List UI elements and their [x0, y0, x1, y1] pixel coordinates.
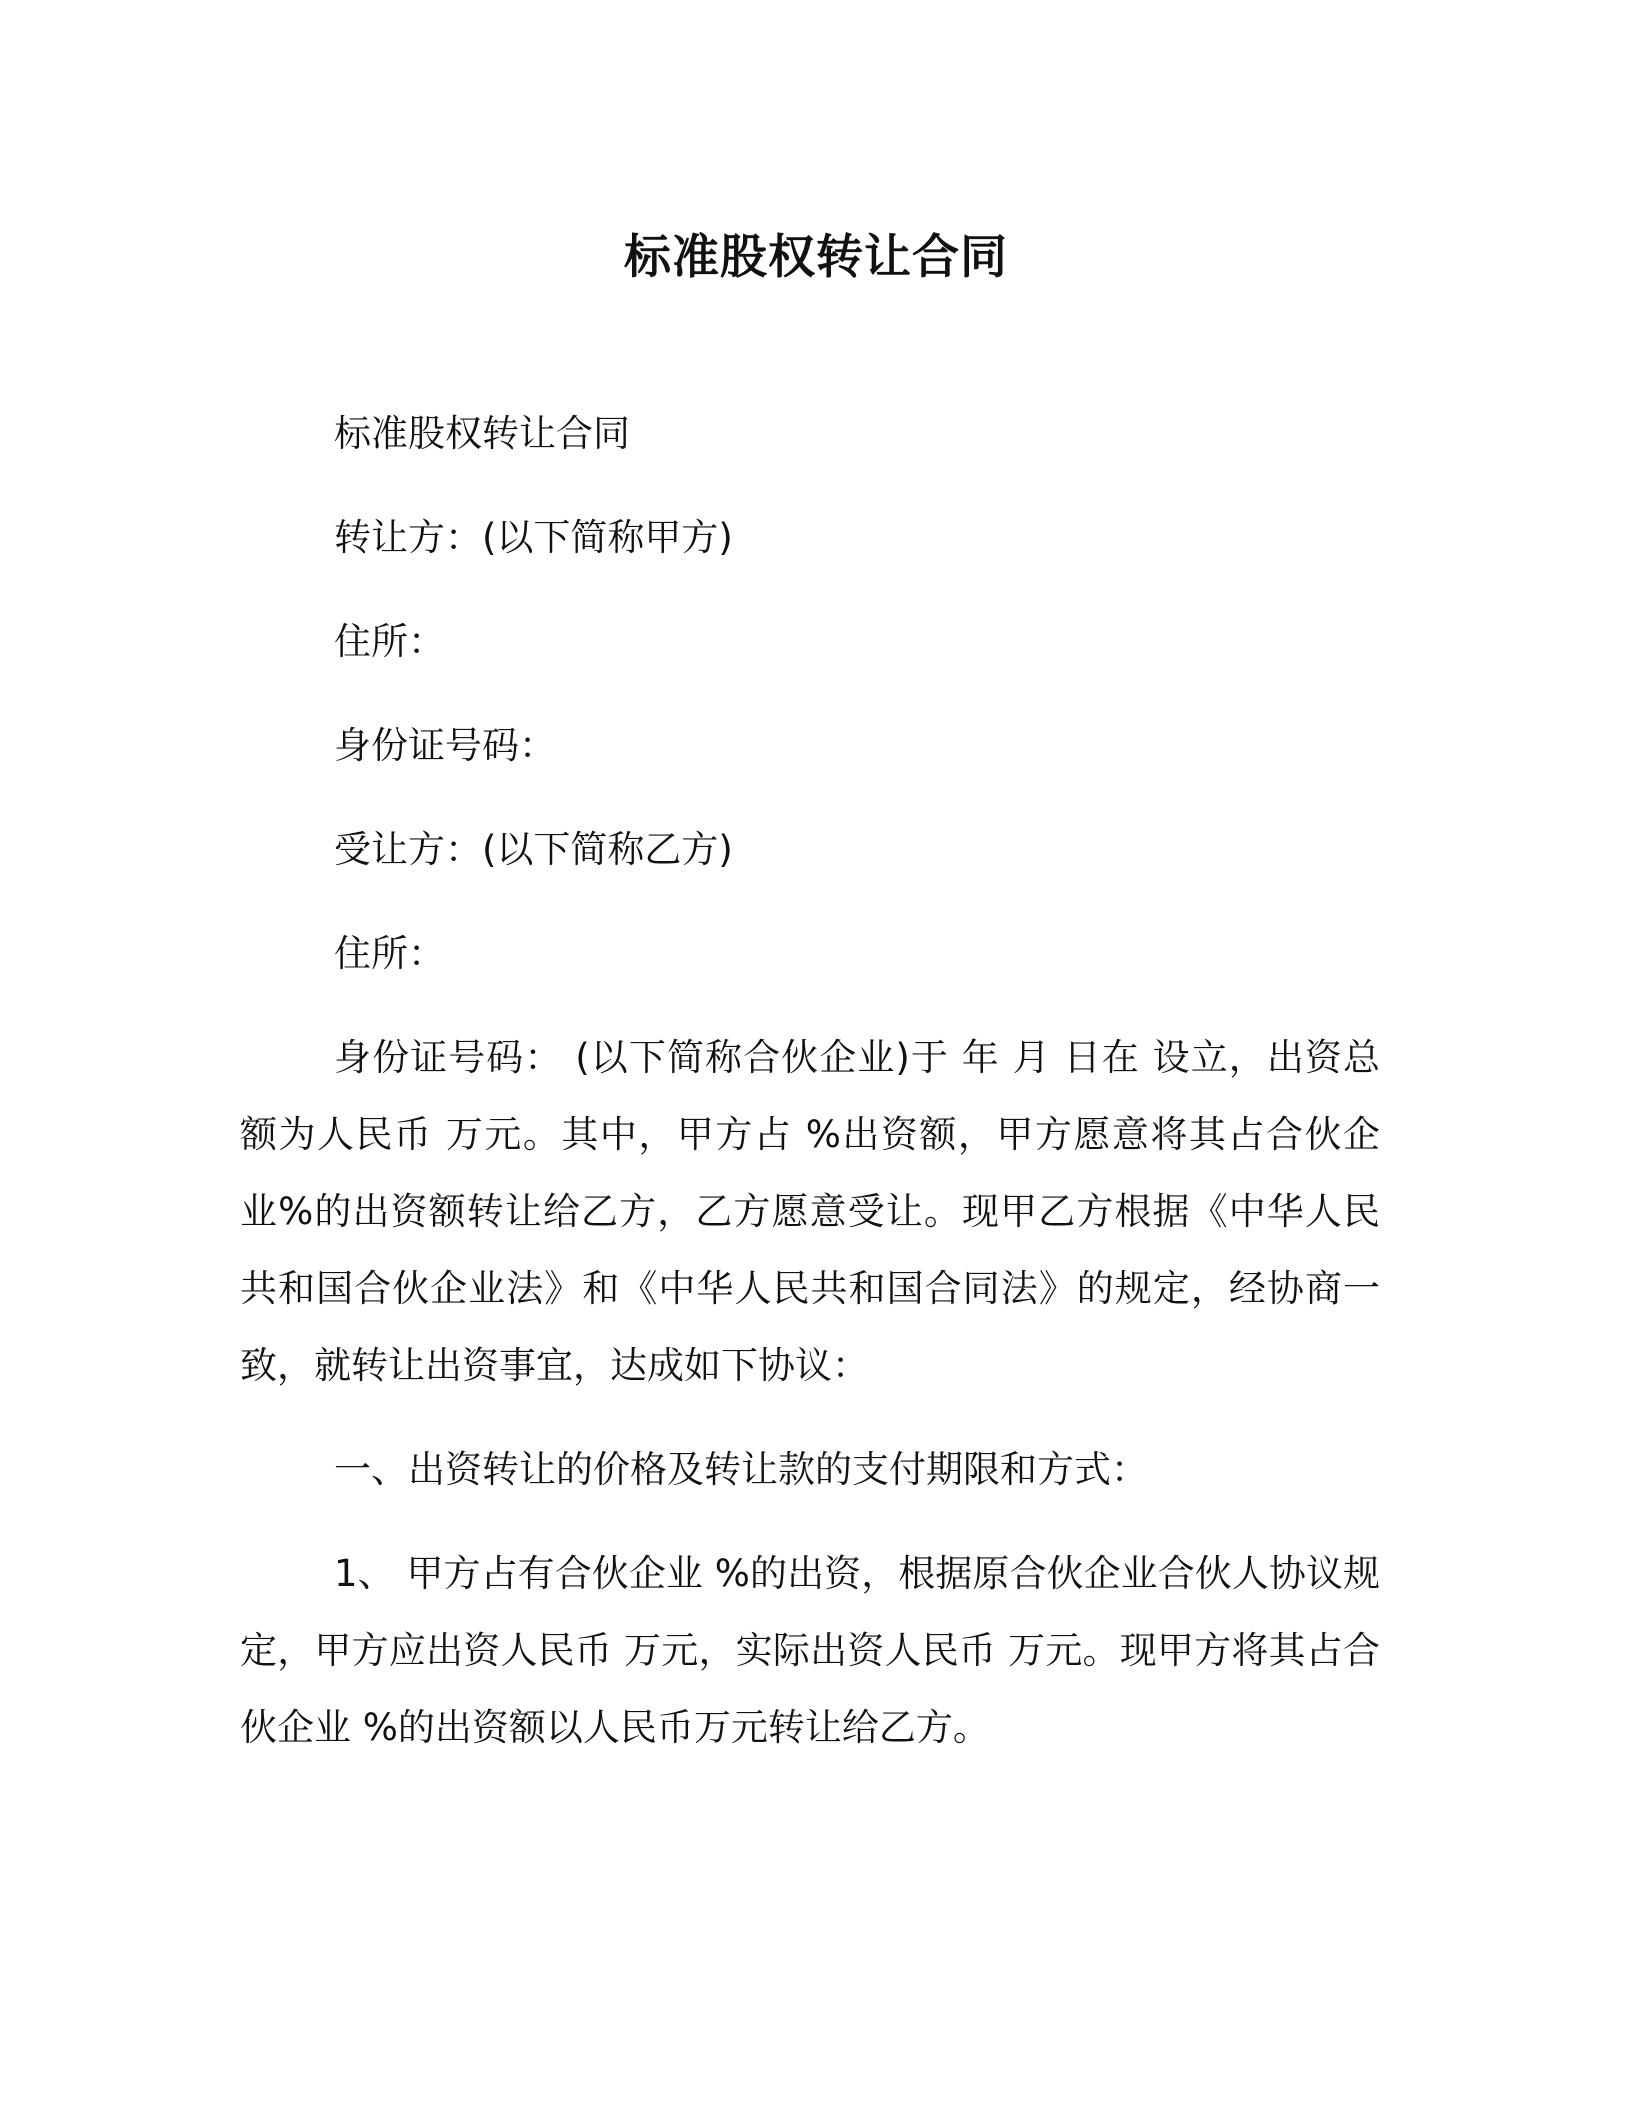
paragraph-transferor: 转让方：(以下简称甲方): [334, 516, 733, 559]
section-heading-price-payment: 一、出资转让的价格及转让款的支付期限和方式：: [334, 1448, 1148, 1491]
paragraph-background: 身份证号码： (以下简称合伙企业)于 年 月 日在 设立，出资总额为人民币 万元。其中，甲方占 %出资额，甲方愿意将其占合伙企业%的出资额转让给乙方，乙方愿意受让。现甲乙方根据《中华人民共和国合伙企业法》和《中华人民共和国合同法》的规定，经协商一致，就转让出资事宜，达成如下协议：: [240, 1036, 1380, 1387]
document-body: [240, 395, 1380, 1793]
paragraph-transferor-address: 住所：: [334, 620, 445, 663]
paragraph-transferee-address: 住所：: [334, 932, 445, 975]
paragraph-transferor-id: 身份证号码：: [334, 724, 556, 767]
document-title: 标准股权转让合同: [624, 230, 1008, 285]
paragraph-transferee: 受让方：(以下简称乙方): [334, 828, 733, 871]
paragraph-clause-1: 1、 甲方占有合伙企业 %的出资，根据原合伙企业合伙人协议规定，甲方应出资人民币 万元，实际出资人民币 万元。现甲方将其占合伙企业 %的出资额以人民币万元转让给乙方。: [240, 1552, 1380, 1749]
paragraph-contract-name: 标准股权转让合同: [334, 412, 630, 455]
